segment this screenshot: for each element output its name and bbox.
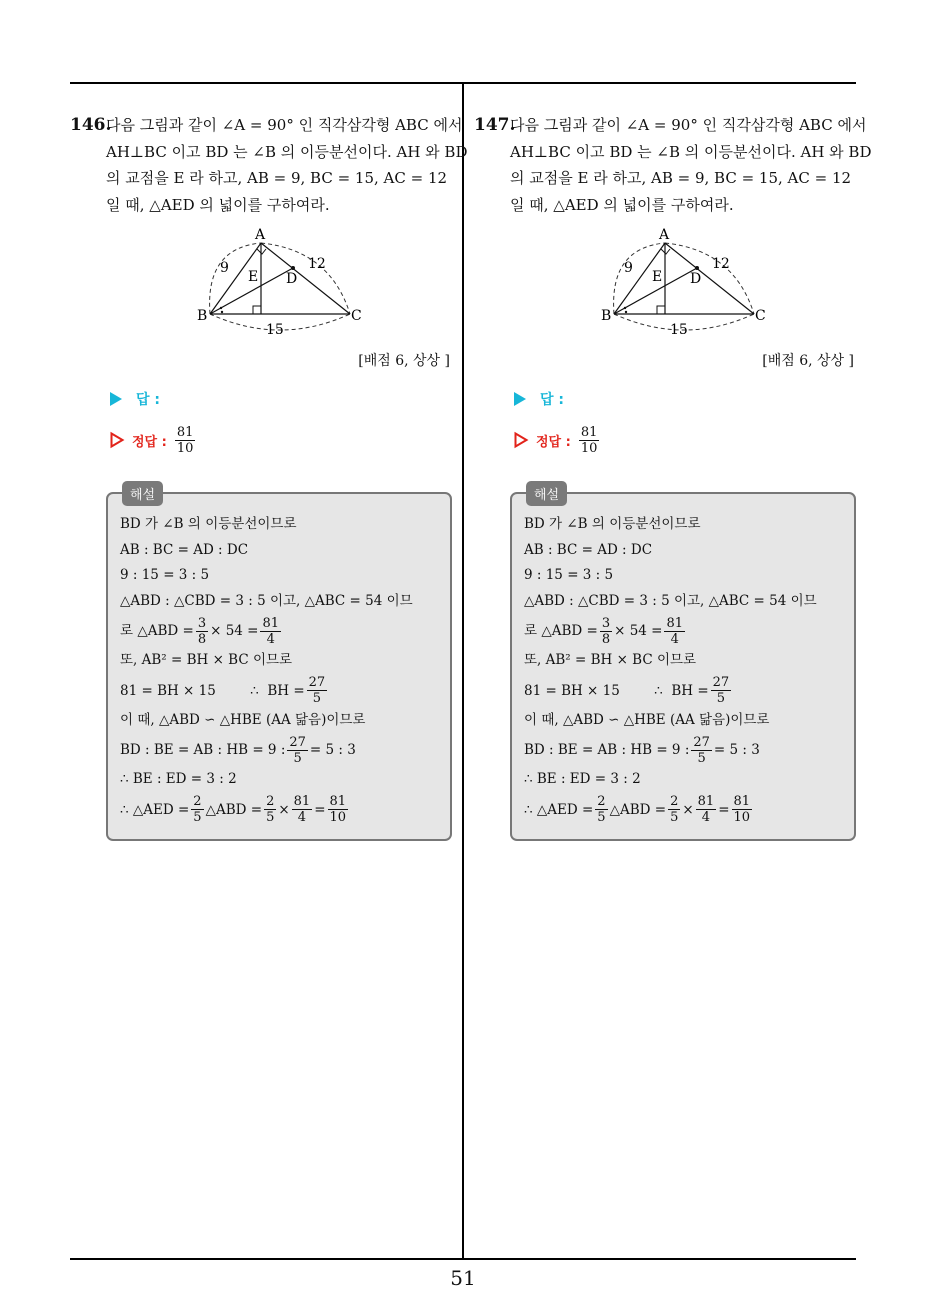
fraction-numerator: 81 bbox=[176, 424, 194, 440]
fraction-numerator: 81 bbox=[580, 424, 598, 440]
fraction bbox=[664, 616, 685, 647]
outline-triangle-icon bbox=[110, 432, 124, 448]
fraction bbox=[287, 735, 308, 766]
solution-text: 81 = BH × 15 ∴ BH = bbox=[120, 682, 305, 699]
problem-line: 일 때, △AED 의 넓이를 구하여라. bbox=[106, 195, 330, 214]
filled-triangle-icon bbox=[514, 392, 526, 406]
problem-line: AH⊥BC 이고 BD 는 ∠B 의 이등분선이다. AH 와 BD bbox=[106, 142, 468, 161]
fraction bbox=[191, 794, 203, 825]
correct-answer-row bbox=[110, 418, 456, 462]
answer-row bbox=[110, 386, 456, 412]
solution-line: BD 가 ∠B 의 이등분선이므로 bbox=[120, 516, 297, 532]
label-B: B bbox=[197, 308, 208, 324]
solution-line: △ABD : △CBD = 3 : 5 이고, △ABC = 54 이므 bbox=[524, 592, 817, 609]
answer-label: 답 : bbox=[540, 392, 564, 408]
fraction-numerator: 81 bbox=[293, 794, 311, 809]
fraction bbox=[595, 794, 607, 825]
label-side-AC: 12 bbox=[308, 256, 326, 272]
triangle-diagram bbox=[197, 227, 370, 338]
answer-label: 답 : bbox=[136, 392, 160, 408]
solution-tab: 해설 bbox=[122, 481, 163, 506]
label-D: D bbox=[690, 271, 702, 287]
fraction-numerator: 2 bbox=[670, 794, 679, 809]
solution-line: 9 : 15 = 3 : 5 bbox=[524, 567, 614, 583]
fraction-numerator: 81 bbox=[262, 615, 280, 631]
solution-text: = bbox=[718, 801, 730, 818]
problem-number: 146. bbox=[70, 115, 112, 135]
label-A: A bbox=[255, 227, 266, 243]
fraction bbox=[600, 616, 612, 647]
fraction-denominator: 5 bbox=[312, 691, 322, 706]
solution-box bbox=[510, 488, 856, 841]
solution-line bbox=[120, 793, 440, 827]
solution-line: BD 가 ∠B 의 이등분선이므로 bbox=[524, 516, 701, 532]
problem-number: 147. bbox=[474, 115, 516, 135]
problem-147 bbox=[474, 112, 872, 841]
correct-answer-fraction bbox=[579, 425, 600, 456]
fraction-denominator: 5 bbox=[716, 691, 726, 706]
label-B: B bbox=[601, 308, 612, 324]
label-E: E bbox=[248, 269, 259, 285]
fraction-numerator: 2 bbox=[597, 794, 606, 809]
bottom-rule bbox=[70, 1258, 856, 1260]
fraction-numerator: 81 bbox=[666, 615, 684, 631]
fraction-denominator: 4 bbox=[266, 631, 275, 647]
fraction-denominator: 4 bbox=[297, 810, 307, 825]
solution-box bbox=[106, 488, 452, 841]
fraction-numerator: 27 bbox=[289, 734, 306, 750]
solution-line: 또, AB² = BH × BC 이므로 bbox=[524, 652, 697, 668]
outline-triangle-icon bbox=[514, 432, 528, 448]
problem-line: 의 교점을 E 라 하고, AB = 9, BC = 15, AC = 12 bbox=[510, 169, 852, 187]
solution-line bbox=[524, 733, 844, 767]
fraction bbox=[696, 794, 717, 825]
solution-line: AB : BC = AD : DC bbox=[524, 541, 653, 558]
solution-line: 이 때, △ABD ∽ △HBE (AA 닮음)이므로 bbox=[120, 711, 366, 728]
solution-text: BD : BE = AB : HB = 9 : bbox=[120, 742, 286, 758]
problem-line: AH⊥BC 이고 BD 는 ∠B 의 이등분선이다. AH 와 BD bbox=[510, 142, 872, 161]
solution-line: 9 : 15 = 3 : 5 bbox=[120, 567, 210, 583]
fraction-denominator: 8 bbox=[197, 631, 207, 647]
solution-line bbox=[524, 614, 844, 648]
fraction-denominator: 10 bbox=[733, 810, 751, 825]
solution-line: AB : BC = AD : DC bbox=[120, 541, 249, 558]
fraction bbox=[260, 616, 281, 647]
solution-text: × 54 = bbox=[614, 623, 663, 639]
solution-text: × bbox=[682, 801, 694, 818]
problem-line: 일 때, △AED 의 넓이를 구하여라. bbox=[510, 195, 734, 214]
solution-line: 이 때, △ABD ∽ △HBE (AA 닮음)이므로 bbox=[524, 711, 770, 728]
solution-line bbox=[120, 733, 440, 767]
label-C: C bbox=[351, 308, 362, 324]
correct-label: 정답 : bbox=[536, 434, 571, 450]
label-side-AB: 9 bbox=[624, 260, 633, 276]
column-divider bbox=[462, 82, 464, 1260]
solution-line: 또, AB² = BH × BC 이므로 bbox=[120, 652, 293, 668]
fraction bbox=[691, 735, 712, 766]
label-C: C bbox=[755, 308, 766, 324]
triangle-diagram bbox=[601, 227, 774, 338]
correct-label: 정답 : bbox=[132, 434, 167, 450]
filled-triangle-icon bbox=[110, 392, 122, 406]
fraction-numerator: 3 bbox=[197, 615, 207, 631]
page-number: 51 bbox=[450, 1266, 476, 1290]
fraction bbox=[292, 794, 313, 825]
fraction bbox=[711, 675, 732, 706]
solution-text: × bbox=[278, 801, 290, 818]
solution-text: △ABD = bbox=[205, 801, 263, 818]
fraction bbox=[328, 794, 349, 825]
solution-text: 81 = BH × 15 ∴ BH = bbox=[524, 682, 709, 699]
fraction-denominator: 5 bbox=[697, 750, 706, 766]
solution-text: = bbox=[314, 801, 326, 818]
fraction-denominator: 5 bbox=[293, 750, 302, 766]
triangle-figure bbox=[70, 228, 456, 336]
solution-text: 로 △ABD = bbox=[120, 623, 194, 639]
fraction-denominator: 4 bbox=[701, 810, 711, 825]
fraction-numerator: 27 bbox=[308, 675, 326, 690]
solution-text: △ABD = bbox=[609, 801, 667, 818]
fraction bbox=[307, 675, 328, 706]
solution-line: △ABD : △CBD = 3 : 5 이고, △ABC = 54 이므 bbox=[120, 592, 413, 609]
problem-statement bbox=[474, 112, 872, 218]
solution-line bbox=[524, 674, 844, 708]
correct-answer-row bbox=[514, 418, 860, 462]
problem-line: 다음 그림과 같이 ∠A = 90° 인 직각삼각형 ABC 에서 bbox=[106, 116, 463, 134]
solution-tab: 해설 bbox=[526, 481, 567, 506]
label-side-BC: 15 bbox=[670, 322, 688, 338]
label-D: D bbox=[286, 271, 298, 287]
solution-text: × 54 = bbox=[210, 623, 259, 639]
fraction bbox=[196, 616, 208, 647]
fraction bbox=[732, 794, 753, 825]
label-E: E bbox=[652, 269, 663, 285]
solution-line: ∴ BE : ED = 3 : 2 bbox=[524, 771, 641, 787]
fraction-numerator: 2 bbox=[193, 794, 202, 809]
solution-text: = 5 : 3 bbox=[713, 742, 760, 758]
score-label: [배점 6, 상상 ] bbox=[762, 353, 854, 369]
solution-text: ∴ △AED = bbox=[120, 801, 190, 818]
fraction-denominator: 5 bbox=[266, 810, 275, 825]
fraction bbox=[264, 794, 276, 825]
fraction-denominator: 5 bbox=[193, 810, 202, 825]
fraction-denominator: 4 bbox=[670, 631, 679, 647]
correct-answer-fraction bbox=[175, 425, 196, 456]
problem-line: 다음 그림과 같이 ∠A = 90° 인 직각삼각형 ABC 에서 bbox=[510, 116, 867, 134]
fraction-numerator: 81 bbox=[329, 794, 347, 809]
fraction-denominator: 8 bbox=[601, 631, 611, 647]
solution-line: ∴ BE : ED = 3 : 2 bbox=[120, 771, 237, 787]
fraction-denominator: 5 bbox=[670, 810, 679, 825]
fraction-denominator: 10 bbox=[329, 810, 347, 825]
label-side-BC: 15 bbox=[266, 322, 284, 338]
fraction-numerator: 81 bbox=[733, 794, 751, 809]
solution-text: 로 △ABD = bbox=[524, 623, 598, 639]
solution-text: = 5 : 3 bbox=[309, 742, 356, 758]
label-side-AC: 12 bbox=[712, 256, 730, 272]
label-A: A bbox=[659, 227, 670, 243]
problem-146 bbox=[70, 112, 468, 841]
fraction-numerator: 27 bbox=[712, 675, 730, 690]
answer-row bbox=[514, 386, 860, 412]
label-side-AB: 9 bbox=[220, 260, 229, 276]
solution-text: BD : BE = AB : HB = 9 : bbox=[524, 742, 690, 758]
problem-line: 의 교점을 E 라 하고, AB = 9, BC = 15, AC = 12 bbox=[106, 169, 448, 187]
fraction-numerator: 2 bbox=[266, 794, 275, 809]
solution-line bbox=[120, 674, 440, 708]
fraction-numerator: 81 bbox=[697, 794, 715, 809]
fraction-denominator: 10 bbox=[580, 440, 598, 456]
score-label: [배점 6, 상상 ] bbox=[358, 353, 450, 369]
fraction-denominator: 10 bbox=[176, 440, 194, 456]
triangle-figure bbox=[474, 228, 860, 336]
fraction bbox=[668, 794, 680, 825]
fraction-denominator: 5 bbox=[597, 810, 606, 825]
fraction-numerator: 27 bbox=[693, 734, 710, 750]
solution-line bbox=[524, 793, 844, 827]
solution-text: ∴ △AED = bbox=[524, 801, 594, 818]
solution-line bbox=[120, 614, 440, 648]
fraction-numerator: 3 bbox=[601, 615, 611, 631]
problem-statement bbox=[70, 112, 468, 218]
